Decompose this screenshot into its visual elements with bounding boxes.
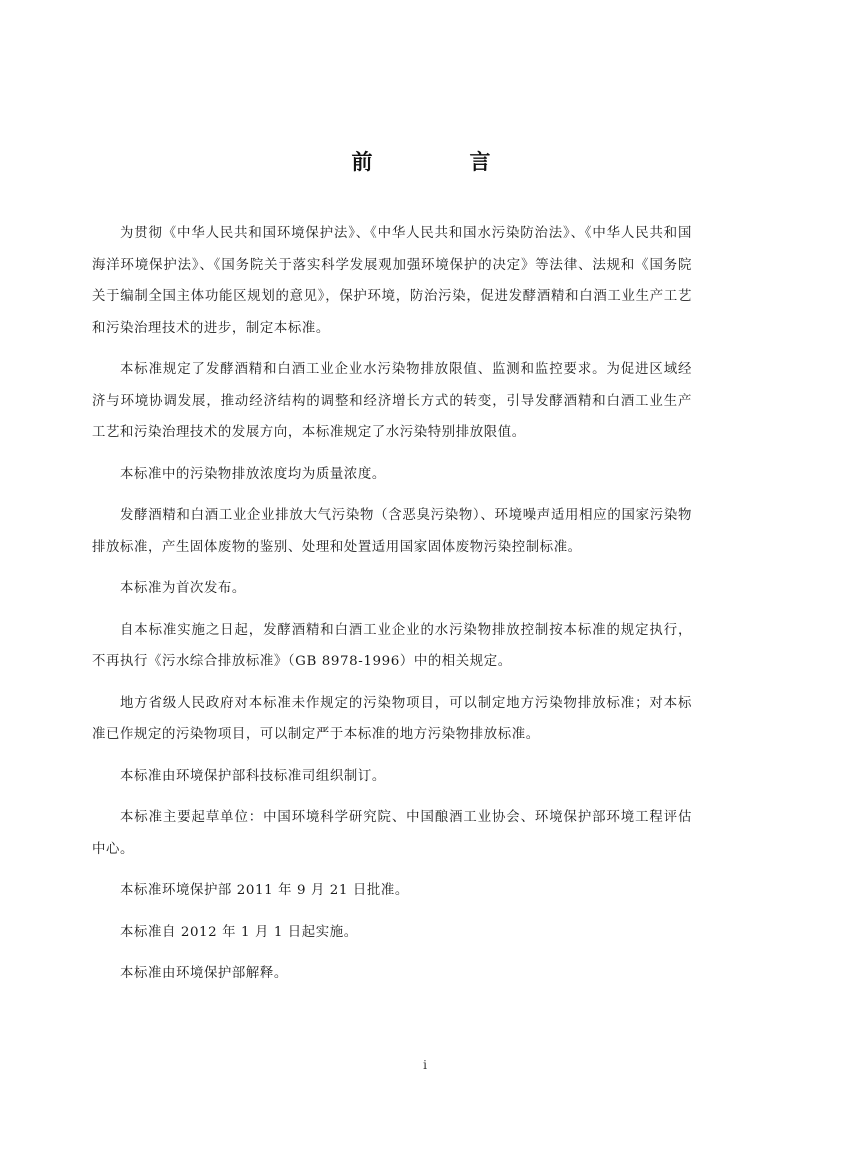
paragraph-effective-date: 本标准自 2012 年 1 月 1 日起实施。 bbox=[120, 924, 358, 940]
paragraph-organizer: 本标准由环境保护部科技标准司组织制订。 bbox=[120, 768, 386, 784]
page-number: i bbox=[423, 1058, 427, 1072]
paragraph-legal-basis: 为贯彻《中华人民共和国环境保护法》、《中华人民共和国水污染防治法》、《中华人民共和国海洋环境保护法》、《国务院关于落实科学发展观加强环境保护的决定》等法律、法规和《国务院关于编制全国主体功能区规划的意见》，保护环境，防治污染，促进发酵酒精和白酒工业生产工艺和污染治理技术的进步，制定本标准。 bbox=[92, 226, 692, 336]
paragraph-interpretation: 本标准由环境保护部解释。 bbox=[120, 966, 288, 981]
page-title: 前 言 bbox=[351, 150, 529, 174]
paragraph-drafters: 本标准主要起草单位：中国环境科学研究院、中国酿酒工业协会、环境保护部环境工程评估中心。 bbox=[92, 810, 692, 857]
preface-body bbox=[92, 218, 692, 1000]
paragraph-approval-date: 本标准环境保护部 2011 年 9 月 21 日批准。 bbox=[120, 883, 409, 898]
paragraph-local-standards: 地方省级人民政府对本标准未作规定的污染物项目，可以制定地方污染物排放标准；对本标准已作规定的污染物项目，可以制定严于本标准的地方污染物排放标准。 bbox=[92, 695, 692, 742]
paragraph-first-release: 本标准为首次发布。 bbox=[120, 581, 246, 596]
paragraph-scope: 本标准规定了发酵酒精和白酒工业企业水污染物排放限值、监测和监控要求。为促进区域经济与环境协调发展，推动经济结构的调整和经济增长方式的转变，引导发酵酒精和白酒工业生产工艺和污染治理技术的发展方向，本标准规定了水污染特别排放限值。 bbox=[92, 362, 692, 440]
paragraph-implementation: 自本标准实施之日起，发酵酒精和白酒工业企业的水污染物排放控制按本标准的规定执行，不再执行《污水综合排放标准》（GB 8978-1996）中的相关规定。 bbox=[92, 622, 692, 669]
paragraph-other-pollutants: 发酵酒精和白酒工业企业排放大气污染物（含恶臭污染物）、环境噪声适用相应的国家污染物排放标准，产生固体废物的鉴别、处理和处置适用国家固体废物污染控制标准。 bbox=[92, 508, 692, 555]
paragraph-concentration: 本标准中的污染物排放浓度均为质量浓度。 bbox=[120, 466, 386, 482]
